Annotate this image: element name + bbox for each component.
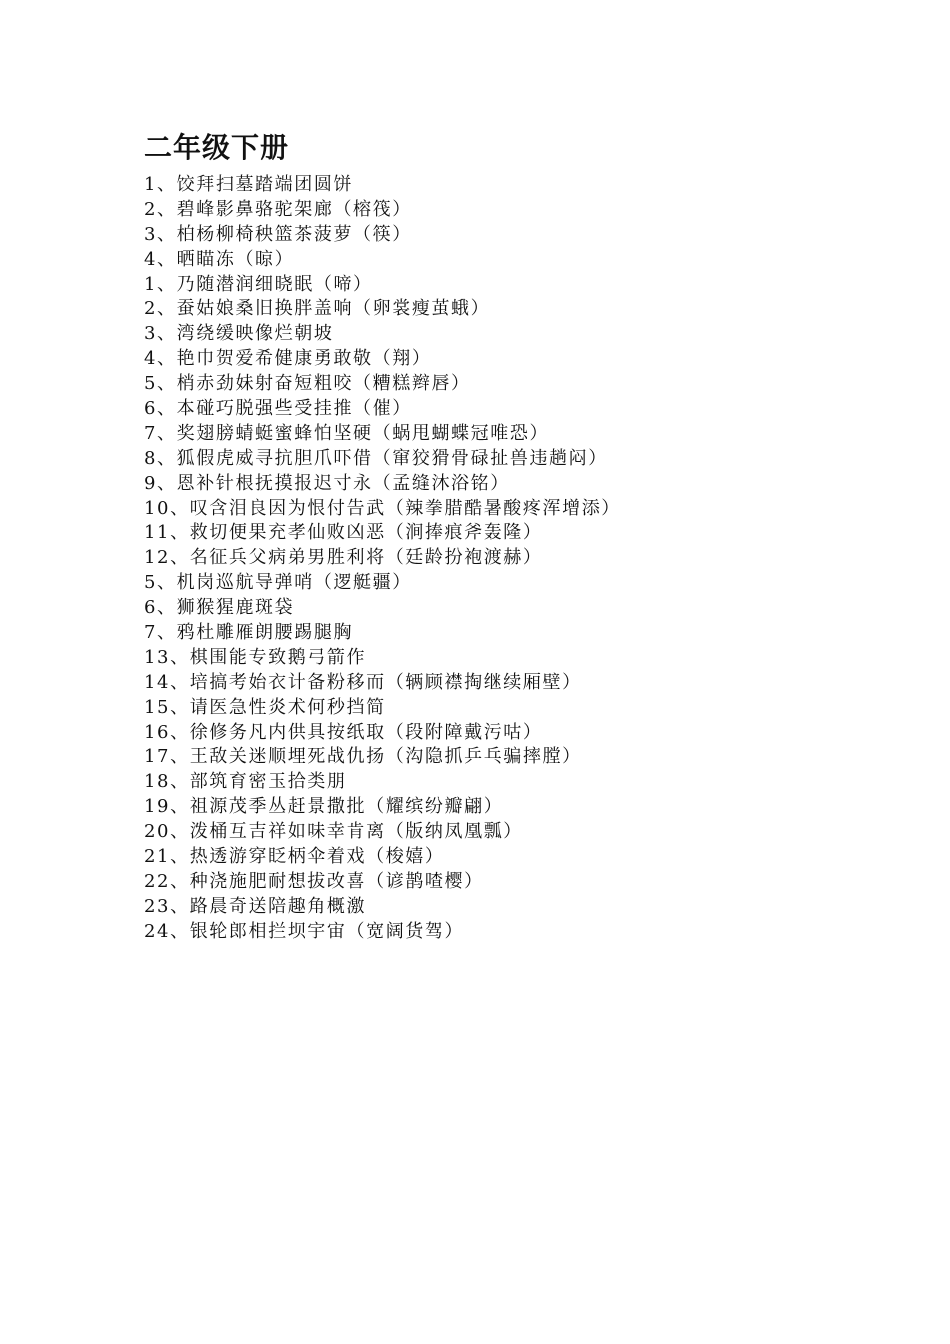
list-item: 16、徐修务凡内供具按纸取（段附障戴污咕） bbox=[144, 721, 543, 743]
list-item: 14、培搞考始衣计备粉移而（辆顾襟掏继续厢壁） bbox=[144, 671, 582, 693]
list-item: 17、王敌关迷顺埋死战仇扬（沟隐抓乒乓骗摔膛） bbox=[144, 746, 582, 768]
list-item: 1、乃随潜润细晓眠（啼） bbox=[144, 273, 373, 295]
vocabulary-list bbox=[144, 173, 904, 945]
list-item: 2、碧峰影鼻骆驼架廊（榕筏） bbox=[144, 198, 412, 220]
list-item: 15、请医急性炎术何秒挡简 bbox=[144, 696, 386, 718]
list-item: 19、祖源茂季丛赶景撒批（耀缤纷瓣翩） bbox=[144, 796, 504, 818]
list-item: 20、泼桶互吉祥如味幸肯离（版纳凤凰瓢） bbox=[144, 821, 523, 843]
list-item: 13、棋围能专致鹅弓箭作 bbox=[144, 646, 367, 668]
list-item: 2、蚕姑娘桑旧换胖盖响（卵裳瘦茧蛾） bbox=[144, 298, 491, 320]
list-item: 9、恩补针根抚摸报迟寸永（孟缝沐浴铭） bbox=[144, 472, 510, 494]
list-item: 1、饺拜扫墓踏端团圆饼 bbox=[144, 174, 354, 195]
list-item: 4、艳巾贺爱希健康勇敢敬（翔） bbox=[144, 348, 432, 370]
page-title: 二年级下册 bbox=[144, 131, 290, 164]
list-item: 5、梢赤劲妹射奋短粗咬（糟糕辫唇） bbox=[144, 373, 471, 395]
list-item: 7、奖翅膀蜻蜓蜜蜂怕坚硬（蜗甩蝴蝶冠唯恐） bbox=[144, 422, 550, 444]
list-item: 22、种浇施肥耐想拔改喜（谚鹊喳樱） bbox=[144, 870, 484, 892]
list-item: 11、救切便果充孝仙败凶恶（涧捧痕斧轰隆） bbox=[144, 522, 543, 544]
list-item: 10、叹含泪良因为恨付告武（辣拳腊酷暑酸疼浑增添） bbox=[144, 497, 621, 519]
list-item: 6、本碰巧脱强些受挂推（催） bbox=[144, 398, 412, 420]
list-item: 3、柏杨柳椅秧篮茶菠萝（筷） bbox=[144, 223, 412, 245]
list-item: 8、狐假虎威寻抗胆爪吓借（窜狡猾骨碌扯兽违趟闷） bbox=[144, 447, 608, 469]
list-item: 6、狮猴猩鹿斑袋 bbox=[144, 597, 295, 619]
list-item: 12、名征兵父病弟男胜利将（廷龄扮袍渡赫） bbox=[144, 547, 543, 569]
list-item: 7、鸦杜雕雁朗腰踢腿胸 bbox=[144, 622, 354, 644]
list-item: 24、银轮郎相拦坝宇宙（宽阔货驾） bbox=[144, 920, 465, 942]
list-item: 4、晒瞄冻（晾） bbox=[144, 248, 295, 270]
list-item: 5、机岗巡航导弹哨（逻艇疆） bbox=[144, 572, 412, 594]
list-item: 21、热透游穿眨柄伞着戏（梭嬉） bbox=[144, 846, 445, 868]
list-item: 18、部筑育密玉拾类朋 bbox=[144, 771, 347, 793]
list-item: 3、湾绕缓映像烂朝坡 bbox=[144, 323, 334, 345]
list-item: 23、路晨奇送陪趣角概激 bbox=[144, 895, 367, 917]
